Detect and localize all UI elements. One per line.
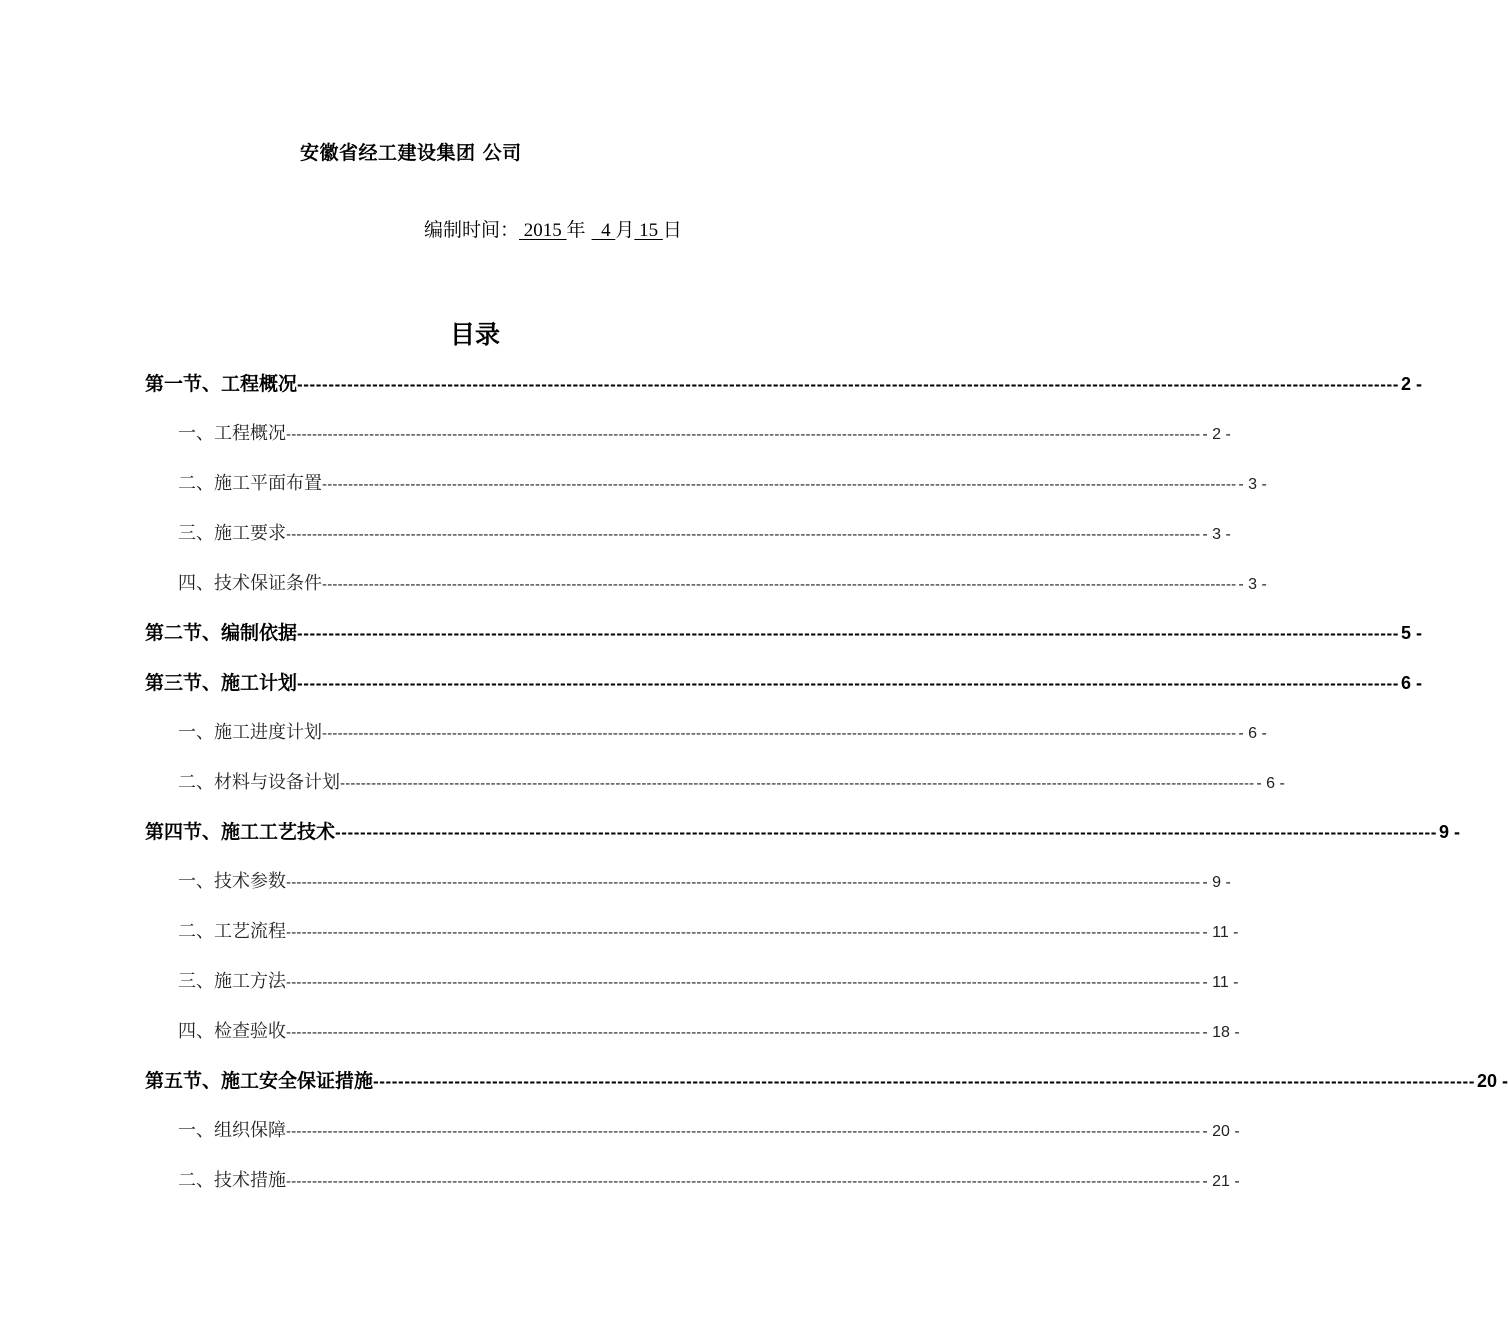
toc-entry-label: 二、技术措施	[178, 1170, 286, 1191]
toc-entry-label: 一、施工进度计划	[178, 722, 322, 743]
toc-page-number: 5 -	[1400, 623, 1422, 643]
toc-page-number: - 9 -	[1202, 874, 1231, 891]
toc-page-number: - 6 -	[1256, 775, 1285, 792]
toc-leader: --------------------------------------------------------------------------------------------------------------------------------------------------------------------------------	[286, 974, 1201, 991]
company-name: 安徽省经工建设集团 公司	[300, 142, 522, 164]
toc-entry-label: 二、施工平面布置	[178, 473, 322, 494]
compile-date	[424, 215, 682, 242]
toc-leader: --------------------------------------------------------------------------------------------------------------------------------------------------------------------------------	[286, 924, 1201, 941]
toc-entry-label: 四、技术保证条件	[178, 573, 322, 594]
toc-entry-1-4[interactable]	[178, 569, 1267, 595]
toc-entry-section-3[interactable]	[145, 668, 1422, 695]
toc-entry-label: 三、施工要求	[178, 523, 286, 544]
toc-entry-label: 一、组织保障	[178, 1120, 286, 1141]
toc-leader: --------------------------------------------------------------------------------------------------------------------------------------------------------------------------------	[340, 775, 1255, 792]
toc-page-number: - 20 -	[1202, 1123, 1240, 1140]
toc-leader: --------------------------------------------------------------------------------------------------------------------------------------------------------------------------------	[322, 725, 1237, 742]
toc-page-number: 20 -	[1476, 1071, 1508, 1091]
toc-entry-4-2[interactable]	[178, 917, 1239, 943]
toc-page-number: 6 -	[1400, 673, 1422, 693]
toc-entry-5-2[interactable]	[178, 1166, 1240, 1192]
date-month-unit: 月	[615, 219, 635, 241]
toc-leader: --------------------------------------------------------------------------------------------------------------------------------------------------------------------------------	[286, 1024, 1201, 1041]
toc-entry-label: 第二节、编制依据	[145, 622, 298, 644]
toc-entry-4-3[interactable]	[178, 967, 1239, 993]
toc-entry-label: 三、施工方法	[178, 971, 286, 992]
toc-entry-section-1[interactable]	[145, 369, 1422, 396]
toc-entry-label: 二、工艺流程	[178, 921, 286, 942]
toc-leader: --------------------------------------------------------------------------------------------------------------------------------------------------------------------------------	[297, 375, 1399, 394]
toc-entry-section-4[interactable]	[145, 817, 1460, 844]
toc-leader: --------------------------------------------------------------------------------------------------------------------------------------------------------------------------------	[335, 823, 1437, 842]
toc-entry-label: 第一节、工程概况	[145, 373, 298, 395]
date-year-unit: 年	[566, 219, 592, 241]
toc-entry-section-2[interactable]	[145, 618, 1422, 645]
toc-leader: --------------------------------------------------------------------------------------------------------------------------------------------------------------------------------	[286, 1173, 1201, 1190]
toc-entry-4-4[interactable]	[178, 1017, 1240, 1043]
toc-page-number: 2 -	[1400, 374, 1422, 394]
toc-entry-label: 第五节、施工安全保证措施	[145, 1070, 374, 1092]
toc-page-number: - 6 -	[1238, 725, 1267, 742]
date-month: 4	[591, 220, 616, 241]
toc-page-number: - 11 -	[1202, 974, 1239, 991]
toc-entry-label: 第三节、施工计划	[145, 672, 298, 694]
toc-page-number: - 2 -	[1202, 426, 1231, 443]
toc-entry-3-1[interactable]	[178, 718, 1267, 744]
toc-entry-label: 第四节、施工工艺技术	[145, 821, 336, 843]
toc-entry-label: 一、技术参数	[178, 871, 286, 892]
toc-leader: --------------------------------------------------------------------------------------------------------------------------------------------------------------------------------	[373, 1072, 1475, 1091]
toc-entry-5-1[interactable]	[178, 1116, 1240, 1142]
date-prefix: 编制时间：	[424, 219, 520, 241]
toc-entry-section-5[interactable]	[145, 1066, 1508, 1093]
toc-entry-3-2[interactable]	[178, 768, 1285, 794]
toc-page-number: - 3 -	[1202, 526, 1231, 543]
toc-entry-1-3[interactable]	[178, 519, 1231, 545]
date-day-unit: 日	[662, 219, 682, 241]
toc-page-number: - 18 -	[1202, 1024, 1240, 1041]
toc-leader: --------------------------------------------------------------------------------------------------------------------------------------------------------------------------------	[322, 576, 1237, 593]
toc-leader: --------------------------------------------------------------------------------------------------------------------------------------------------------------------------------	[297, 624, 1399, 643]
date-year: 2015	[519, 220, 567, 241]
toc-leader: --------------------------------------------------------------------------------------------------------------------------------------------------------------------------------	[322, 476, 1237, 493]
toc-title: 目录	[449, 320, 500, 349]
toc-page-number: - 21 -	[1202, 1173, 1240, 1190]
toc-entry-1-1[interactable]	[178, 419, 1231, 445]
toc-leader: --------------------------------------------------------------------------------------------------------------------------------------------------------------------------------	[286, 874, 1201, 891]
toc-leader: --------------------------------------------------------------------------------------------------------------------------------------------------------------------------------	[286, 426, 1201, 443]
toc-entry-label: 二、材料与设备计划	[178, 772, 340, 793]
toc-leader: --------------------------------------------------------------------------------------------------------------------------------------------------------------------------------	[286, 1123, 1201, 1140]
toc-entry-4-1[interactable]	[178, 867, 1231, 893]
toc-entry-label: 一、工程概况	[178, 423, 286, 444]
toc-page-number: - 11 -	[1202, 924, 1239, 941]
date-day: 15	[634, 220, 663, 241]
toc-leader: --------------------------------------------------------------------------------------------------------------------------------------------------------------------------------	[286, 526, 1201, 543]
toc-entry-1-2[interactable]	[178, 469, 1267, 495]
toc-page-number: - 3 -	[1238, 576, 1267, 593]
toc-page-number: 9 -	[1438, 822, 1460, 842]
toc-entry-label: 四、检查验收	[178, 1021, 286, 1042]
toc-page-number: - 3 -	[1238, 476, 1267, 493]
toc-leader: --------------------------------------------------------------------------------------------------------------------------------------------------------------------------------	[297, 674, 1399, 693]
